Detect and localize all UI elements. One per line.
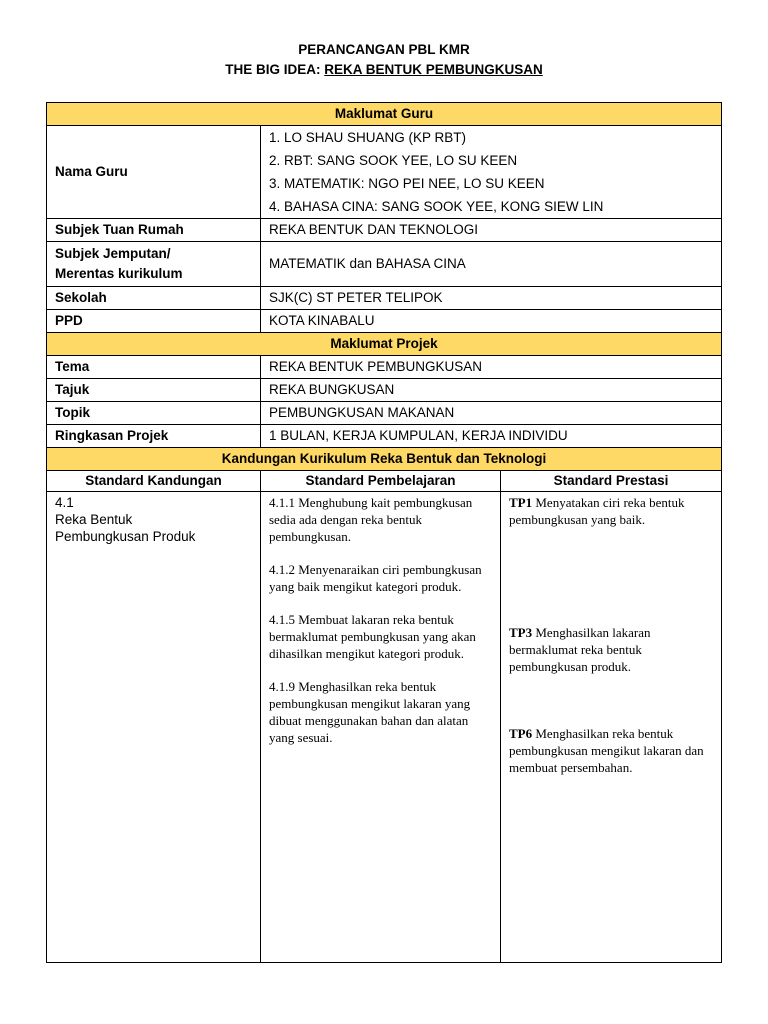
- cell-standard-kandungan: [47, 492, 261, 963]
- tp-text: Menghasilkan reka bentuk pembungkusan mengikut lakaran dan membuat persembahan.: [509, 726, 704, 775]
- row-tajuk: [47, 379, 722, 402]
- sp-item: 4.1.1 Menghubung kait pembungkusan sedia ada dengan reka bentuk pembungkusan.: [269, 495, 473, 544]
- value-ringkasan-projek: 1 BULAN, KERJA KUMPULAN, KERJA INDIVIDU: [261, 425, 722, 448]
- row-tema: [47, 356, 722, 379]
- big-idea-value: REKA BENTUK PEMBUNGKUSAN: [324, 62, 543, 77]
- teacher-line: 4. BAHASA CINA: SANG SOOK YEE, KONG SIEW LIN: [269, 199, 604, 214]
- row-sekolah: [47, 287, 722, 310]
- row-ringkasan-projek: [47, 425, 722, 448]
- value-tajuk: REKA BUNGKUSAN: [261, 379, 722, 402]
- row-nama-guru: [47, 126, 722, 219]
- row-topik: [47, 402, 722, 425]
- row-subjek-tuan-rumah: [47, 219, 722, 242]
- label-ringkasan-projek: Ringkasan Projek: [47, 425, 261, 448]
- label-nama-guru: Nama Guru: [47, 126, 261, 219]
- content-row: [47, 492, 722, 963]
- label-line: Subjek Jemputan/: [55, 246, 171, 262]
- tp-code: TP6: [509, 726, 533, 741]
- page-title: PERANCANGAN PBL KMR: [298, 42, 470, 57]
- sk-line: Pembungkusan Produk: [55, 529, 196, 544]
- sk-code: 4.1: [55, 495, 74, 510]
- section-heading: Maklumat Projek: [47, 333, 722, 356]
- sp-item: 4.1.5 Membuat lakaran reka bentuk bermaklumat pembungkusan yang akan dihasilkan mengikut kategori produk.: [269, 612, 476, 661]
- label-tema: Tema: [47, 356, 261, 379]
- sk-line: Reka Bentuk: [55, 512, 133, 527]
- label-subjek-jemputan: [47, 242, 261, 287]
- label-subjek-tuan-rumah: Subjek Tuan Rumah: [47, 219, 261, 242]
- col-standard-kandungan: Standard Kandungan: [47, 471, 261, 492]
- teacher-line: 1. LO SHAU SHUANG (KP RBT): [269, 130, 467, 145]
- sp-item: 4.1.2 Menyenaraikan ciri pembungkusan yang baik mengikut kategori produk.: [269, 562, 482, 594]
- value-topik: PEMBUNGKUSAN MAKANAN: [261, 402, 722, 425]
- section-maklumat-projek: [47, 333, 722, 356]
- tp-item: [509, 725, 713, 776]
- label-sekolah: Sekolah: [47, 287, 261, 310]
- cell-standard-pembelajaran: [261, 492, 501, 963]
- pbl-planning-table: [46, 102, 722, 963]
- section-kandungan: [47, 448, 722, 471]
- tp-item: [509, 624, 713, 675]
- sp-item: 4.1.9 Menghasilkan reka bentuk pembungkusan mengikut lakaran yang dibuat menggunakan bahan dan alatan yang sesuai.: [269, 679, 471, 745]
- row-ppd: [47, 310, 722, 333]
- value-ppd: KOTA KINABALU: [261, 310, 722, 333]
- tp-text: Menyatakan ciri reka bentuk pembungkusan yang baik.: [509, 495, 685, 527]
- tp-text: Menghasilkan lakaran bermaklumat reka bentuk pembungkusan produk.: [509, 625, 651, 674]
- tp-item: [509, 494, 713, 528]
- value-subjek-jemputan: MATEMATIK dan BAHASA CINA: [261, 242, 722, 287]
- tp-code: TP3: [509, 625, 533, 640]
- teacher-line: 2. RBT: SANG SOOK YEE, LO SU KEEN: [269, 153, 518, 168]
- section-heading: Kandungan Kurikulum Reka Bentuk dan Teknologi: [47, 448, 722, 471]
- value-nama-guru: [261, 126, 722, 219]
- big-idea-label: THE BIG IDEA:: [225, 62, 321, 77]
- section-maklumat-guru: [47, 103, 722, 126]
- col-standard-prestasi: Standard Prestasi: [501, 471, 722, 492]
- section-heading: Maklumat Guru: [47, 103, 722, 126]
- cell-standard-prestasi: [501, 492, 722, 963]
- value-subjek-tuan-rumah: REKA BENTUK DAN TEKNOLOGI: [261, 219, 722, 242]
- label-ppd: PPD: [47, 310, 261, 333]
- column-header-row: [47, 471, 722, 492]
- value-sekolah: SJK(C) ST PETER TELIPOK: [261, 287, 722, 310]
- value-tema: REKA BENTUK PEMBUNGKUSAN: [261, 356, 722, 379]
- row-subjek-jemputan: [47, 242, 722, 287]
- label-line: Merentas kurikulum: [55, 265, 183, 281]
- col-standard-pembelajaran: Standard Pembelajaran: [261, 471, 501, 492]
- teacher-line: 3. MATEMATIK: NGO PEI NEE, LO SU KEEN: [269, 176, 545, 191]
- big-idea-line: [0, 62, 768, 77]
- label-topik: Topik: [47, 402, 261, 425]
- label-tajuk: Tajuk: [47, 379, 261, 402]
- tp-code: TP1: [509, 495, 533, 510]
